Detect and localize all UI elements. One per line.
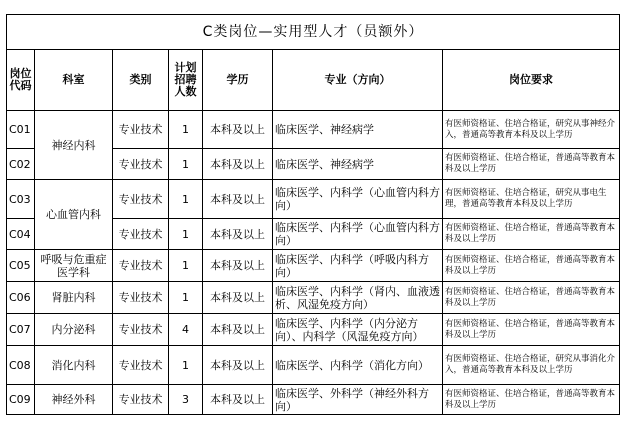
cell-count: 4 <box>169 314 203 346</box>
cell-major: 临床医学、神经病学 <box>273 111 443 149</box>
cell-edu: 本科及以上 <box>203 219 273 250</box>
cell-code: C01 <box>7 111 35 149</box>
cell-req: 有医师资格证、住培合格证，普通高等教育本科及以上学历 <box>443 149 620 180</box>
cell-req: 有医师资格证、住培合格证，研究从事消化介入，普通高等教育本科及以上学历 <box>443 346 620 385</box>
header-type: 类别 <box>113 50 169 111</box>
cell-edu: 本科及以上 <box>203 180 273 219</box>
cell-count: 1 <box>169 180 203 219</box>
header-count: 计划 招聘 人数 <box>169 50 203 111</box>
cell-major: 临床医学、内科学（呼吸内科方向） <box>273 250 443 282</box>
header-edu: 学历 <box>203 50 273 111</box>
cell-code: C04 <box>7 219 35 250</box>
cell-req: 有医师资格证、住培合格证，普通高等教育本科及以上学历 <box>443 385 620 415</box>
cell-type: 专业技术 <box>113 314 169 346</box>
cell-major: 临床医学、外科学（神经外科方向） <box>273 385 443 415</box>
table-title: C类岗位—实用型人才（员额外） <box>7 15 620 50</box>
cell-major: 临床医学、内科学（消化方向） <box>273 346 443 385</box>
recruitment-table <box>6 14 620 415</box>
table-row <box>7 314 620 346</box>
cell-code: C03 <box>7 180 35 219</box>
recruitment-table-sheet <box>6 14 619 415</box>
cell-req: 有医师资格证、住培合格证，普通高等教育本科及以上学历 <box>443 282 620 314</box>
cell-req: 有医师资格证、住培合格证，普通高等教育本科及以上学历 <box>443 314 620 346</box>
table-row <box>7 346 620 385</box>
cell-count: 1 <box>169 346 203 385</box>
cell-dept: 心血管内科 <box>35 180 113 250</box>
cell-req: 有医师资格证、住培合格证，普通高等教育本科及以上学历 <box>443 219 620 250</box>
cell-code: C08 <box>7 346 35 385</box>
cell-edu: 本科及以上 <box>203 111 273 149</box>
cell-dept: 神经外科 <box>35 385 113 415</box>
cell-code: C09 <box>7 385 35 415</box>
cell-type: 专业技术 <box>113 111 169 149</box>
cell-major: 临床医学、神经病学 <box>273 149 443 180</box>
cell-major: 临床医学、内科学（心血管内科方向） <box>273 219 443 250</box>
header-dept: 科室 <box>35 50 113 111</box>
cell-code: C05 <box>7 250 35 282</box>
table-row <box>7 385 620 415</box>
cell-type: 专业技术 <box>113 385 169 415</box>
cell-count: 1 <box>169 111 203 149</box>
cell-req: 有医师资格证、住培合格证，研究从事电生理，普通高等教育本科及以上学历 <box>443 180 620 219</box>
cell-edu: 本科及以上 <box>203 149 273 180</box>
header-row <box>7 50 620 111</box>
cell-count: 1 <box>169 149 203 180</box>
cell-type: 专业技术 <box>113 282 169 314</box>
cell-edu: 本科及以上 <box>203 282 273 314</box>
table-row <box>7 250 620 282</box>
cell-count: 1 <box>169 250 203 282</box>
cell-type: 专业技术 <box>113 219 169 250</box>
table-row <box>7 180 620 219</box>
cell-dept: 内分泌科 <box>35 314 113 346</box>
cell-type: 专业技术 <box>113 180 169 219</box>
cell-major: 临床医学、内科学（心血管内科方向） <box>273 180 443 219</box>
cell-edu: 本科及以上 <box>203 314 273 346</box>
header-major: 专业（方向） <box>273 50 443 111</box>
cell-code: C02 <box>7 149 35 180</box>
cell-type: 专业技术 <box>113 250 169 282</box>
cell-code: C06 <box>7 282 35 314</box>
table-row <box>7 282 620 314</box>
cell-edu: 本科及以上 <box>203 385 273 415</box>
cell-edu: 本科及以上 <box>203 346 273 385</box>
cell-code: C07 <box>7 314 35 346</box>
header-req: 岗位要求 <box>443 50 620 111</box>
cell-count: 3 <box>169 385 203 415</box>
cell-major: 临床医学、内科学（肾内、血液透析、风湿免疫方向） <box>273 282 443 314</box>
cell-edu: 本科及以上 <box>203 250 273 282</box>
cell-dept: 肾脏内科 <box>35 282 113 314</box>
cell-req: 有医师资格证、住培合格证，普通高等教育本科及以上学历 <box>443 250 620 282</box>
cell-dept: 呼吸与危重症医学科 <box>35 250 113 282</box>
cell-count: 1 <box>169 219 203 250</box>
cell-type: 专业技术 <box>113 346 169 385</box>
header-code: 岗位 代码 <box>7 50 35 111</box>
cell-dept: 消化内科 <box>35 346 113 385</box>
cell-type: 专业技术 <box>113 149 169 180</box>
cell-req: 有医师资格证、住培合格证，研究从事神经介入，普通高等教育本科及以上学历 <box>443 111 620 149</box>
cell-count: 1 <box>169 282 203 314</box>
table-row <box>7 111 620 149</box>
cell-dept: 神经内科 <box>35 111 113 180</box>
cell-major: 临床医学、内科学（内分泌方向）、内科学（风湿免疫方向） <box>273 314 443 346</box>
